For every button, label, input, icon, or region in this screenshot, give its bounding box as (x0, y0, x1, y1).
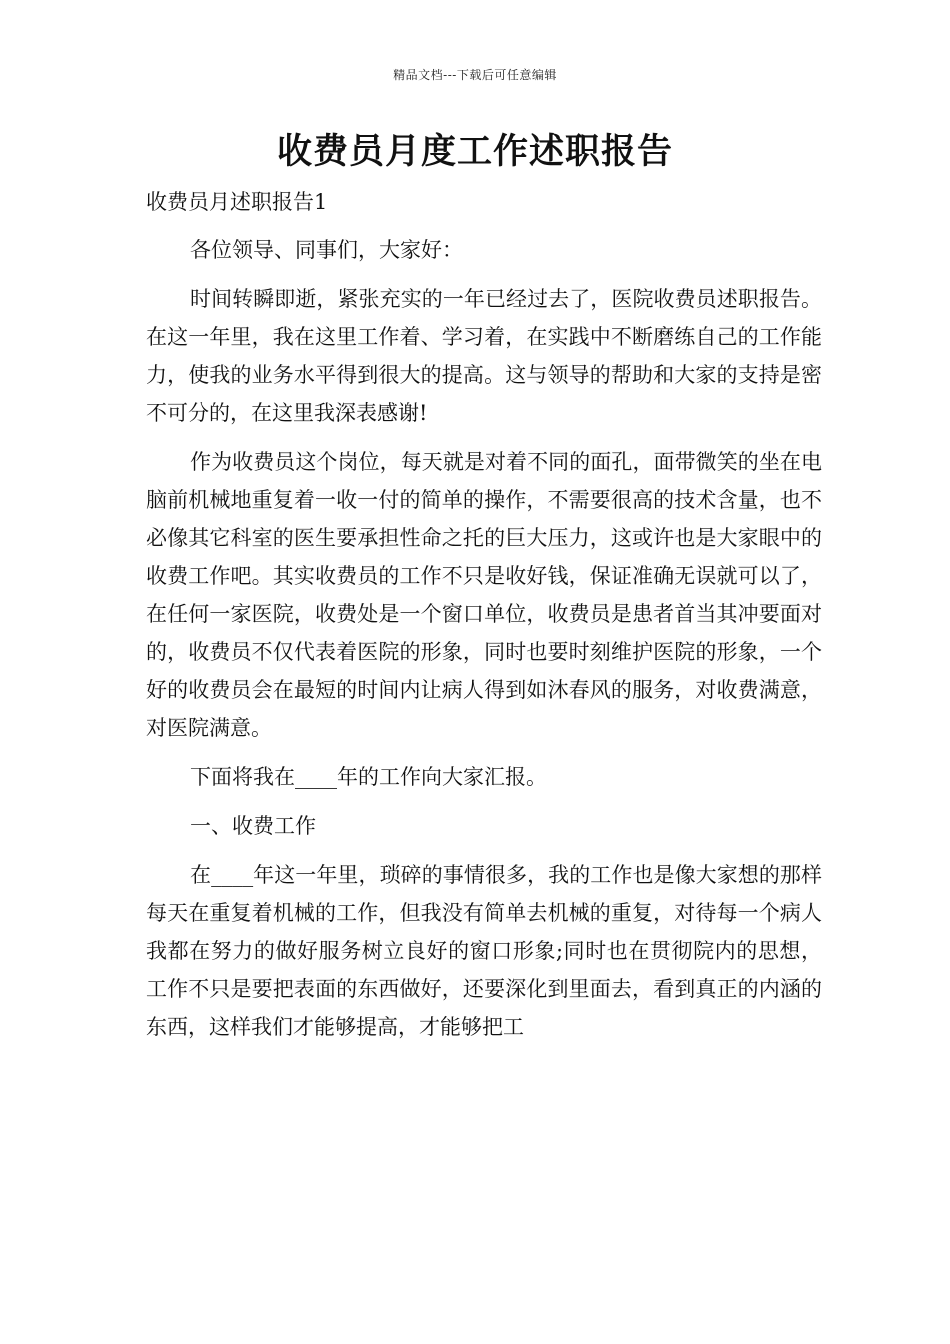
paragraph-report-lead: 下面将我在____年的工作向大家汇报。 (190, 765, 547, 789)
document-title: 收费员月度工作述职报告 (276, 131, 673, 172)
paragraph-greeting: 各位领导、同事们，大家好： (190, 238, 463, 262)
header-note: 精品文档---下载后可任意编辑 (393, 68, 557, 82)
paragraph-billing-work: 在____年这一年里，琐碎的事情很多，我的工作也是像大家想的那样每天在重复着机械的工作，但我没有简单去机械的重复，对待每一个病人我都在努力的做好服务树立良好的窗口形象;同时也在贯彻院内的思想，工作不只是要把表面的东西做好，还要深化到里面去，看到真正的内涵的东西，这样我们才能够提高，才能够把工 (146, 863, 822, 1039)
paragraph-role: 作为收费员这个岗位，每天就是对着不同的面孔，面带微笑的坐在电脑前机械地重复着一收一付的简单的操作，不需要很高的技术含量，也不必像其它科室的医生要承担性命之托的巨大压力，这或许也是大家眼中的收费工作吧。其实收费员的工作不只是收好钱，保证准确无误就可以了，在任何一家医院，收费处是一个窗口单位，收费员是患者首当其冲要面对的，收费员不仅代表着医院的形象，同时也要时刻维护医院的形象，一个好的收费员会在最短的时间内让病人得到如沐春风的服务，对收费满意，对医院满意。 (146, 450, 822, 740)
paragraph-intro: 时间转瞬即逝，紧张充实的一年已经过去了，医院收费员述职报告。在这一年里，我在这里工作着、学习着，在实践中不断磨练自己的工作能力，使我的业务水平得到很大的提高。这与领导的帮助和大家的支持是密不可分的，在这里我深表感谢! (146, 287, 822, 425)
section-heading-billing: 一、收费工作 (190, 814, 316, 838)
report-subtitle: 收费员月述职报告1 (146, 190, 328, 214)
document-body (146, 183, 822, 1057)
